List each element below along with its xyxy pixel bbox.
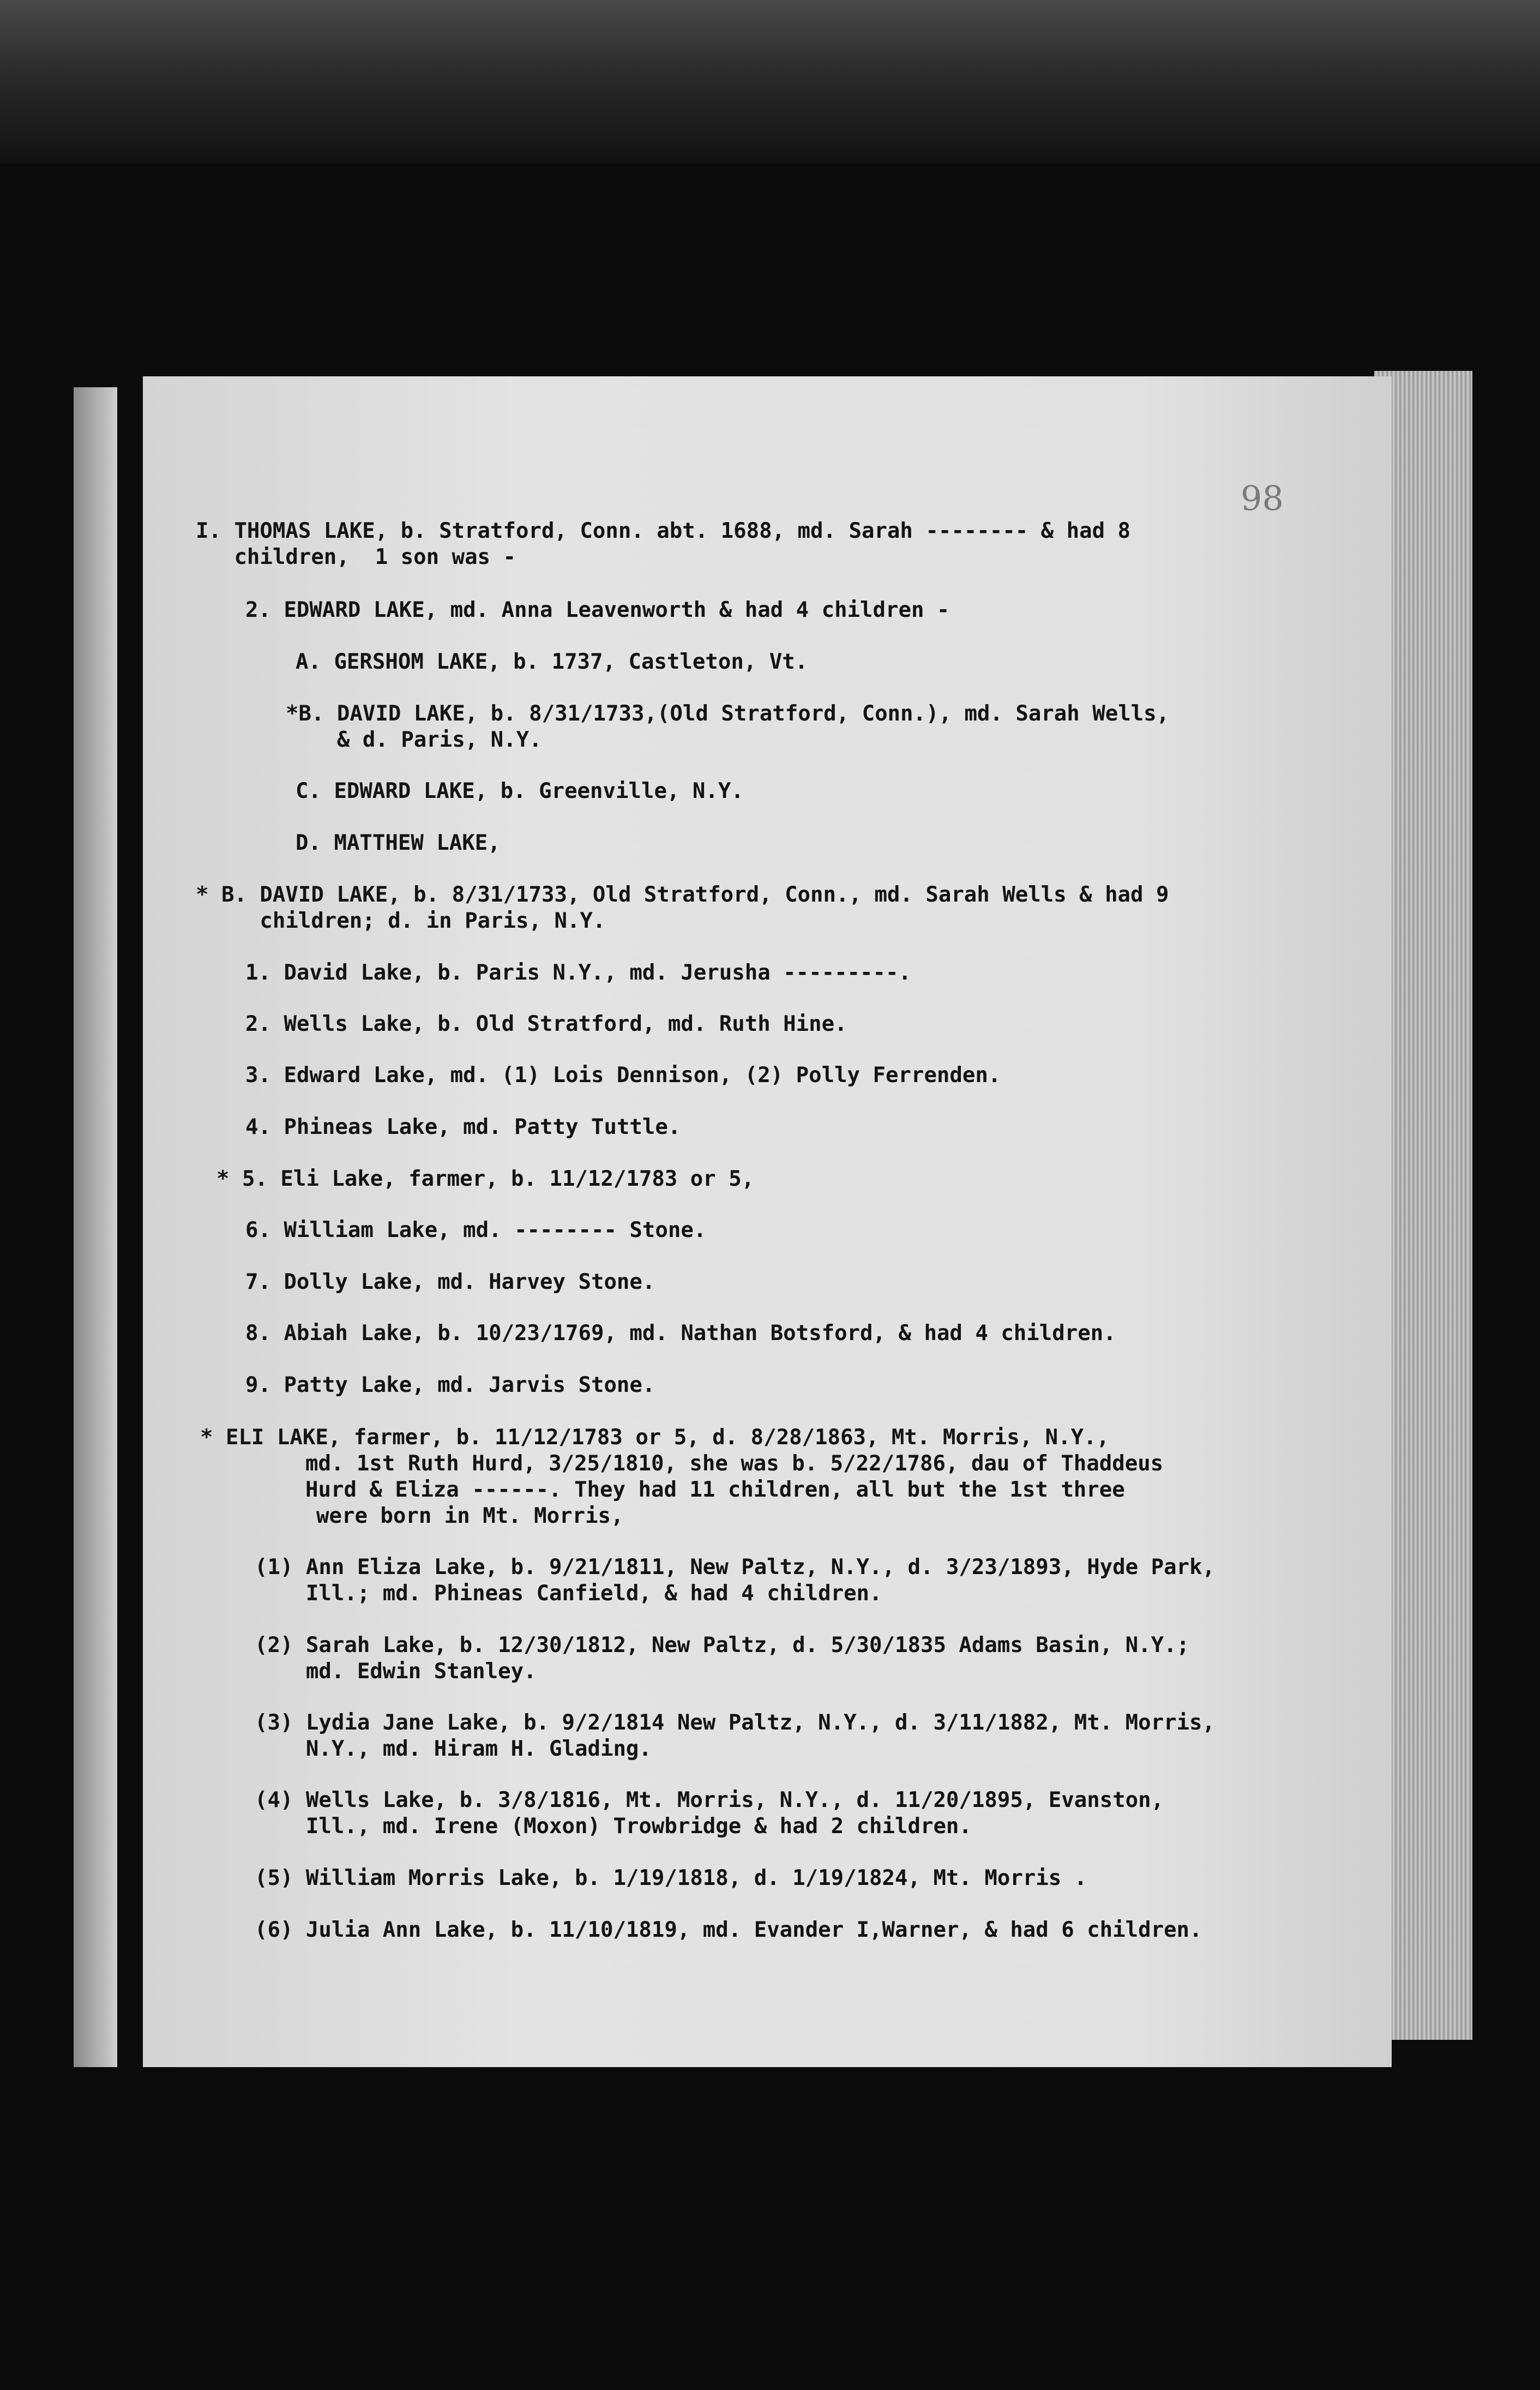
text-line: 3. Edward Lake, md. (1) Lois Dennison, (2) Polly Ferrenden. <box>245 1063 1001 1088</box>
text-line: Hurd & Eliza ------. They had 11 children, all but the 1st three <box>305 1478 1125 1502</box>
text-line: children, 1 son was - <box>196 545 516 569</box>
text-line: *B. DAVID LAKE, b. 8/31/1733,(Old Stratford, Conn.), md. Sarah Wells, <box>286 701 1170 726</box>
text-line: (1) Ann Eliza Lake, b. 9/21/1811, New Paltz, N.Y., d. 3/23/1893, Hyde Park, <box>255 1555 1215 1580</box>
text-line: 2. Wells Lake, b. Old Stratford, md. Ruth Hine. <box>245 1012 847 1036</box>
text-line: C. EDWARD LAKE, b. Greenville, N.Y. <box>296 779 744 803</box>
text-line: * ELI LAKE, farmer, b. 11/12/1783 or 5, d. 8/28/1863, Mt. Morris, N.Y., <box>200 1425 1110 1450</box>
text-line: 2. EDWARD LAKE, md. Anna Leavenworth & had 4 children - <box>245 598 950 622</box>
text-line: (3) Lydia Jane Lake, b. 9/2/1814 New Paltz, N.Y., d. 3/11/1882, Mt. Morris, <box>255 1710 1215 1735</box>
text-line: D. MATTHEW LAKE, <box>296 831 501 855</box>
text-line: 7. Dolly Lake, md. Harvey Stone. <box>245 1270 655 1294</box>
text-line: N.Y., md. Hiram H. Glading. <box>255 1737 652 1761</box>
text-line: * 5. Eli Lake, farmer, b. 11/12/1783 or 5, <box>216 1167 755 1191</box>
text-line: 8. Abiah Lake, b. 10/23/1769, md. Nathan Botsford, & had 4 children. <box>245 1321 1116 1346</box>
text-line: * B. DAVID LAKE, b. 8/31/1733, Old Stratford, Conn., md. Sarah Wells & had 9 <box>196 882 1169 907</box>
text-line: Ill.; md. Phineas Canfield, & had 4 children. <box>255 1581 882 1606</box>
page-number: 98 <box>1241 478 1284 518</box>
text-line: & d. Paris, N.Y. <box>286 728 542 752</box>
text-line: were born in Mt. Morris, <box>316 1504 624 1528</box>
facing-page-edge <box>74 387 117 2067</box>
text-line: I. THOMAS LAKE, b. Stratford, Conn. abt. 1688, md. Sarah -------- & had 8 <box>196 519 1131 543</box>
text-line: (6) Julia Ann Lake, b. 11/10/1819, md. Evander I,Warner, & had 6 children. <box>255 1918 1202 1942</box>
text-line: 9. Patty Lake, md. Jarvis Stone. <box>245 1373 655 1397</box>
text-line: 6. William Lake, md. -------- Stone. <box>245 1218 707 1242</box>
text-line: 4. Phineas Lake, md. Patty Tuttle. <box>245 1115 681 1139</box>
film-top-band <box>0 0 1540 164</box>
text-line: children; d. in Paris, N.Y. <box>196 909 606 933</box>
text-line: (5) William Morris Lake, b. 1/19/1818, d. 1/19/1824, Mt. Morris . <box>255 1866 1087 1890</box>
text-line: md. Edwin Stanley. <box>255 1659 537 1684</box>
text-line: (2) Sarah Lake, b. 12/30/1812, New Paltz, d. 5/30/1835 Adams Basin, N.Y.; <box>255 1633 1190 1658</box>
text-line: 1. David Lake, b. Paris N.Y., md. Jerusha ---------. <box>245 960 911 985</box>
text-line: Ill., md. Irene (Moxon) Trowbridge & had 2 children. <box>255 1814 972 1839</box>
text-line: A. GERSHOM LAKE, b. 1737, Castleton, Vt. <box>296 650 808 674</box>
text-line: md. 1st Ruth Hurd, 3/25/1810, she was b. 5/22/1786, dau of Thaddeus <box>305 1451 1164 1476</box>
text-line: (4) Wells Lake, b. 3/8/1816, Mt. Morris, N.Y., d. 11/20/1895, Evanston, <box>255 1788 1164 1812</box>
document-page <box>143 376 1392 2067</box>
